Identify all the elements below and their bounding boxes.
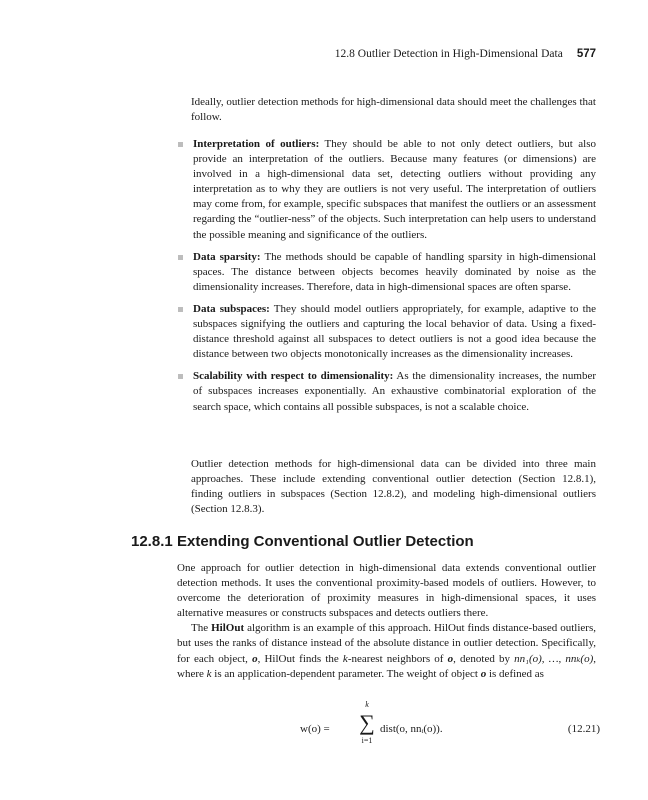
requirement-term: Scalability with respect to dimensionality: [193,370,394,383]
running-head-section: 12.8 Outlier Detection in High-Dimensional Data [334,48,563,60]
bullet-square-icon [178,255,183,260]
requirement-text: They should be able to not only detect outliers, but also provide an interpretation of the outliers. Because many features (or dimensions) are involved in a high-dimensional data set, detecting outliers without providing any interpretation as to why they are outliers is not very useful. The interpretation of outliers may come from, for example, specific subspaces that manifest the outliers or an assessment regarding the “outlier-ness” of the objects. Such interpretation can help users to understand the possible meaning and significance of the outliers. [193,138,596,241]
neighbor-list: nn₁(o), …, nnₖ(o) [514,652,594,665]
equation-12-21 [300,700,600,770]
equation-rhs: dist(o, nnᵢ(o)). [380,723,443,735]
equation-lhs: w(o) = [300,723,330,735]
requirements-list [177,137,596,422]
sum-lower-limit: i=1 [361,736,373,745]
section-title: Extending Conventional Outlier Detection [177,533,474,550]
requirement-item [177,302,596,362]
sigma-symbol: ∑ [359,710,375,735]
requirement-text: The methods should be capable of handling sparsity in high-dimensional spaces. The distance between objects becomes heavily dominated by noise as the dimensionality increases. Therefore, data in high-dimensional spaces are often sparse. [193,250,596,293]
section-paragraph-1: One approach for outlier detection in high-dimensional data extends conventional outlier detection methods. It uses the conventional proximity-based models of outliers. However, to overcome the deterioration of proximity measures in high-dimensional spaces, it uses alternative measures or constructs subspaces and detects outliers there. [177,562,596,620]
algorithm-name: HilOut [211,622,245,635]
page-number: 577 [576,48,596,60]
summation [357,700,377,746]
approaches-paragraph [177,457,596,517]
intro-text: Ideally, outlier detection methods for high-dimensional data should meet the challenges that follow. [191,96,596,124]
section-body [177,561,596,682]
requirement-term: Data subspaces: [193,302,270,315]
running-head [150,48,596,60]
bullet-square-icon [178,307,183,312]
approaches-text: Outlier detection methods for high-dimensional data can be divided into three main approaches. These include extending conventional outlier detection (Section 12.8.1), finding outliers in subspaces (Section 12.8.2), and modeling high-dimensional outliers (Section 12.8.3). [191,458,596,516]
requirement-text: They should model outliers appropriately, for example, adaptive to the subspaces signifying the outliers and capturing the local behavior of data. Using a fixed-distance threshold against all subspaces to detect outliers is not a good idea because the distance between two objects monotonically increases as the dimensionality increases. [193,302,597,361]
requirement-text: As the dimensionality increases, the number of subspaces increases exponentially. An exhaustive combinatorial exploration of the search space, which contains all possible subspaces, is not a scalable choice. [193,370,596,413]
equation-number: (12.21) [567,723,600,735]
section-heading [131,533,601,550]
bullet-square-icon [178,374,183,379]
requirement-item [177,137,596,243]
requirement-item [177,369,596,414]
intro-paragraph [177,95,596,125]
requirement-item [177,250,596,295]
section-paragraph-2: The HilOut algorithm is an example of this approach. HilOut finds distance-based outliers, but uses the ranks of distance instead of the absolute distance in outlier detection. Specifically, for each object, o, HilOut finds the k-nearest neighbors of o, denoted by nn₁(o), …, nnₖ(o), where k is an application-dependent parameter. The weight of object o is defined as [177,622,596,680]
bullet-square-icon [178,142,183,147]
requirement-term: Interpretation of outliers: [193,138,320,150]
sum-upper-limit: k [365,700,369,709]
section-number: 12.8.1 [131,533,173,550]
requirement-term: Data sparsity: [193,250,261,263]
